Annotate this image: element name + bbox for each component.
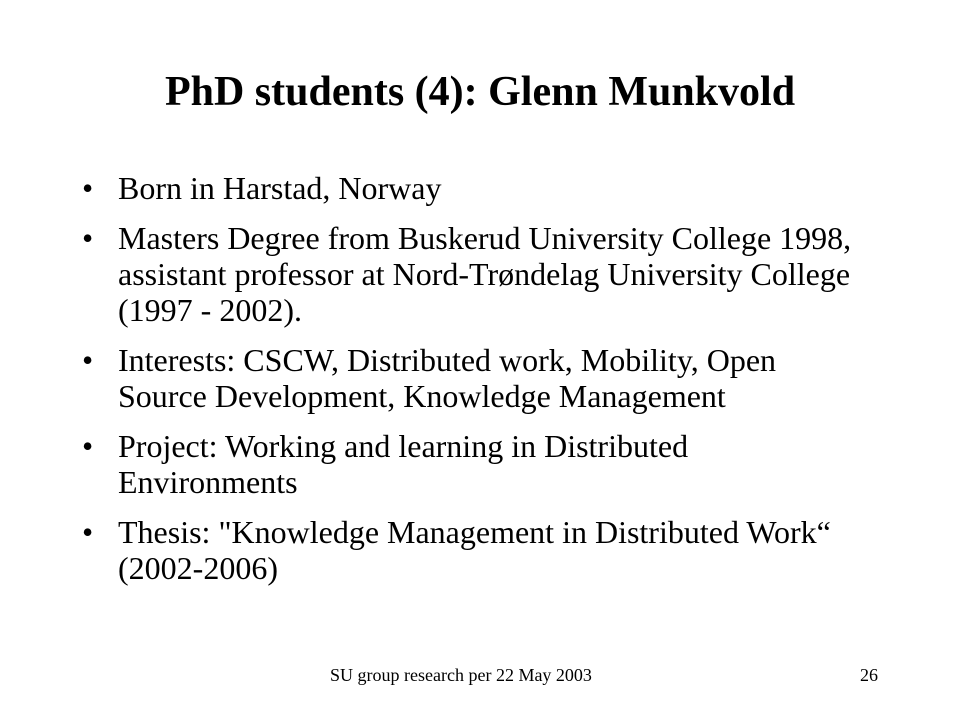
bullet-marker: • bbox=[82, 428, 94, 464]
bullet-item bbox=[82, 428, 852, 500]
bullet-marker: • bbox=[82, 170, 94, 206]
slide-title: PhD students (4): Glenn Munkvold bbox=[164, 69, 796, 115]
bullet-item bbox=[82, 342, 852, 414]
slide-footer: SU group research per 22 May 2003 bbox=[330, 665, 592, 685]
bullet-text: Project: Working and learning in Distributed Environments bbox=[118, 428, 689, 500]
bullet-text: Interests: CSCW, Distributed work, Mobility, Open Source Development, Knowledge Management bbox=[118, 342, 777, 414]
page-number: 26 bbox=[860, 665, 878, 685]
bullet-item bbox=[82, 514, 852, 586]
bullet-marker: • bbox=[82, 342, 94, 378]
bullet-item bbox=[82, 220, 852, 328]
bullet-text: Masters Degree from Buskerud University College 1998, assistant professor at Nord-Trøndelag University College (1997 - 2002). bbox=[118, 220, 852, 328]
bullet-marker: • bbox=[82, 514, 94, 550]
bullet-text: Born in Harstad, Norway bbox=[118, 170, 442, 206]
bullet-marker: • bbox=[82, 220, 94, 256]
bullet-item bbox=[82, 170, 852, 206]
bullet-list bbox=[82, 170, 852, 600]
bullet-text: Thesis: "Knowledge Management in Distributed Work“ (2002-2006) bbox=[118, 514, 831, 586]
